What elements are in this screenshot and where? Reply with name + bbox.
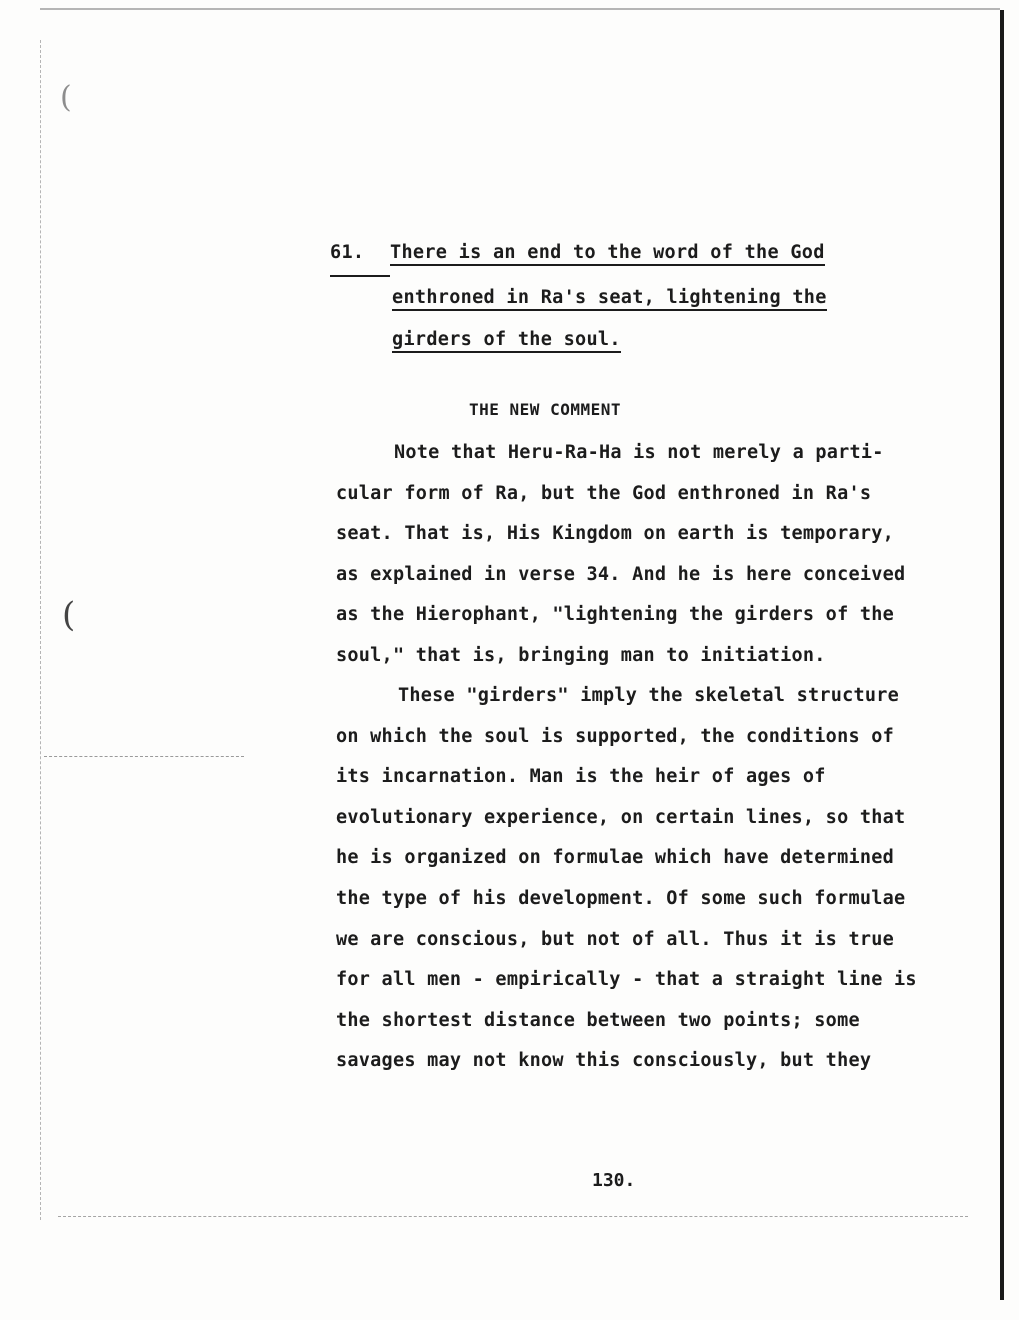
- verse-line: [330, 232, 870, 277]
- scan-fold-line: [44, 756, 244, 757]
- text-line: evolutionary experience, on certain lines, so that: [336, 806, 906, 828]
- text-line: as explained in verse 34. And he is here conceived: [336, 563, 906, 585]
- text-line: cular form of Ra, but the God enthroned in Ra's: [336, 482, 872, 504]
- paragraph: [336, 676, 976, 1082]
- scan-bottom-line: [58, 1216, 968, 1217]
- verse-line: [330, 277, 870, 319]
- text-line: seat. That is, His Kingdom on earth is temporary,: [336, 523, 895, 545]
- verse-block: [330, 232, 870, 361]
- text-line: Note that Heru-Ra-Ha is not merely a parti-: [394, 442, 884, 463]
- paragraph: [336, 433, 976, 677]
- text-line: These "girders" imply the skeletal structure: [398, 685, 900, 706]
- text-line: soul," that is, bringing man to initiation.: [336, 644, 826, 666]
- text-line: the shortest distance between two points; some: [336, 1009, 860, 1031]
- text-line: savages may not know this consciously, but they: [336, 1050, 872, 1072]
- text-line: the type of his development. Of some such formulae: [336, 887, 906, 909]
- verse-text: girders of the soul.: [392, 329, 621, 353]
- scan-top-edge: [40, 8, 1000, 10]
- punch-hole-mark: (: [60, 80, 72, 115]
- verse-text: enthroned in Ra's seat, lightening the: [392, 287, 827, 311]
- verse-number: 61.: [330, 232, 390, 277]
- punch-hole-mark: (: [62, 595, 76, 635]
- scan-right-edge: [1000, 10, 1004, 1300]
- scan-left-edge: [40, 40, 41, 1220]
- text-line: we are conscious, but not of all. Thus it is true: [336, 928, 895, 950]
- section-heading: THE NEW COMMENT: [469, 400, 621, 419]
- text-line: he is organized on formulae which have determined: [336, 847, 895, 869]
- text-line: for all men - empirically - that a straight line is: [336, 969, 917, 991]
- text-line: its incarnation. Man is the heir of ages of: [336, 766, 826, 788]
- verse-text: There is an end to the word of the God: [390, 242, 825, 266]
- text-line: on which the soul is supported, the conditions of: [336, 725, 895, 747]
- page-number: 130.: [592, 1170, 636, 1191]
- verse-line: [330, 319, 870, 361]
- text-line: as the Hierophant, "lightening the girders of the: [336, 604, 895, 626]
